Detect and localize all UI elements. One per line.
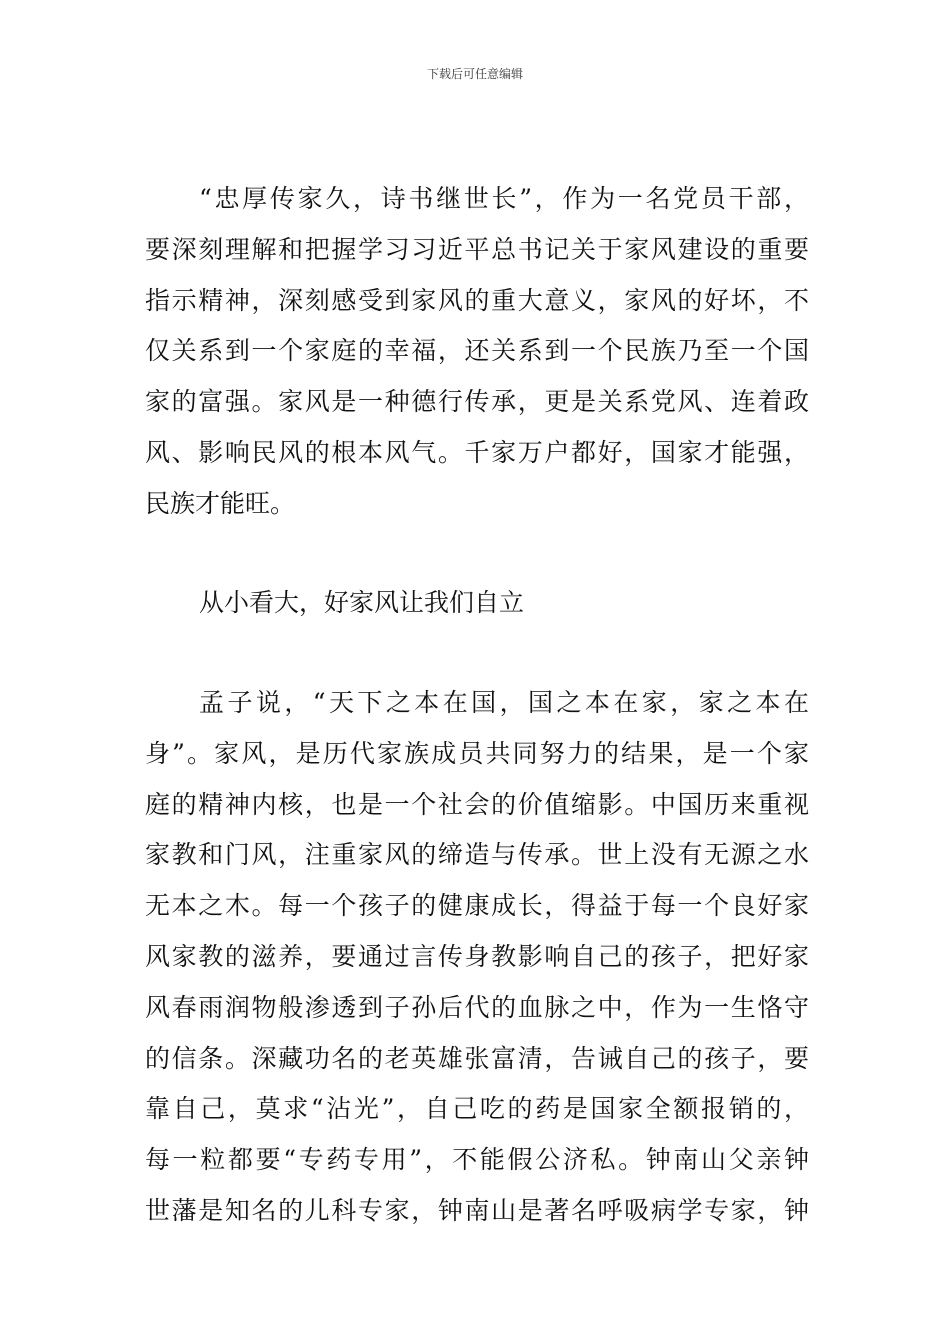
page-header: 下载后可任意编辑 bbox=[426, 67, 523, 81]
paragraph-line: 庭的精神内核，也是一个社会的价值缩影。中国历来重视 bbox=[145, 789, 809, 819]
paragraph-1 bbox=[145, 174, 809, 530]
paragraph-line: 风春雨润物般渗透到子孙后代的血脉之中，作为一生恪守 bbox=[145, 992, 809, 1022]
paragraph-line: 靠自己，莫求“沾光”，自己吃的药是国家全额报销的， bbox=[145, 1094, 809, 1124]
section-heading bbox=[145, 578, 809, 629]
paragraph-line: 要深刻理解和把握学习习近平总书记关于家风建设的重要 bbox=[145, 234, 809, 264]
paragraph-2 bbox=[145, 678, 809, 1237]
section-heading-text: 从小看大，好家风让我们自立 bbox=[199, 588, 525, 617]
paragraph-line: 风、影响民风的根本风气。千家万户都好，国家才能强， bbox=[145, 437, 809, 467]
paragraph-line: 孟子说，“天下之本在国，国之本在家，家之本在 bbox=[199, 688, 809, 717]
paragraph-line: 民族才能旺。 bbox=[145, 488, 296, 518]
paragraph-line: “忠厚传家久，诗书继世长”，作为一名党员干部， bbox=[199, 184, 809, 213]
paragraph-line: 指示精神，深刻感受到家风的重大意义，家风的好坏，不 bbox=[145, 285, 809, 315]
paragraph-line: 世藩是知名的儿科专家，钟南山是著名呼吸病学专家，钟 bbox=[145, 1195, 809, 1225]
paragraph-line: 家的富强。家风是一种德行传承，更是关系党风、连着政 bbox=[145, 387, 809, 417]
paragraph-line: 每一粒都要“专药专用”，不能假公济私。钟南山父亲钟 bbox=[145, 1145, 809, 1175]
paragraph-line: 无本之木。每一个孩子的健康成长，得益于每一个良好家 bbox=[145, 891, 809, 921]
paragraph-line: 仅关系到一个家庭的幸福，还关系到一个民族乃至一个国 bbox=[145, 336, 809, 366]
paragraph-line: 家教和门风，注重家风的缔造与传承。世上没有无源之水 bbox=[145, 840, 809, 870]
paragraph-line: 的信条。深藏功名的老英雄张富清，告诫自己的孩子，要 bbox=[145, 1043, 809, 1073]
paragraph-line: 身”。家风，是历代家族成员共同努力的结果，是一个家 bbox=[145, 738, 809, 768]
paragraph-line: 风家教的滋养，要通过言传身教影响自己的孩子，把好家 bbox=[145, 941, 809, 971]
